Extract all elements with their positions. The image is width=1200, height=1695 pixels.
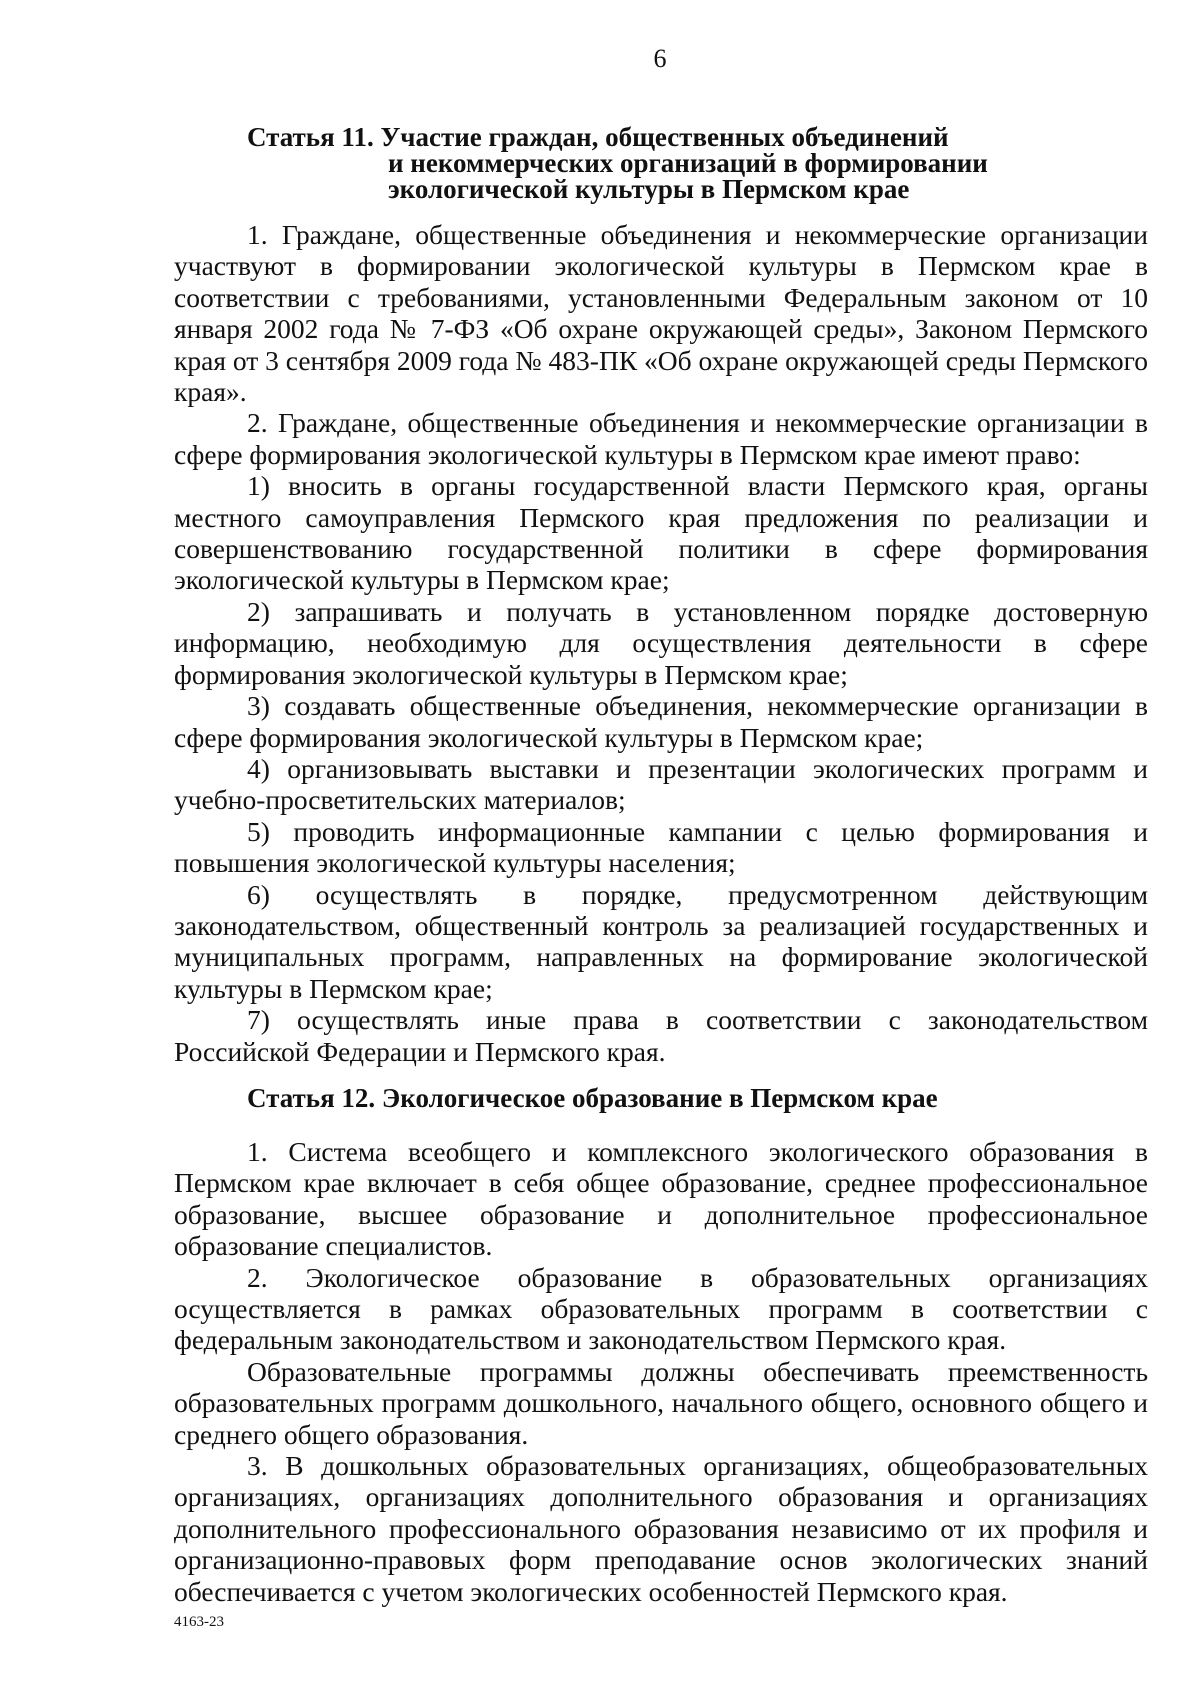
article-12-body (174, 1136, 1148, 1607)
article-11-list-item: 6) осуществлять в порядке, предусмотренном действующим законодательством, общественный контроль за реализацией государственных и муниципальных программ, направленных на формирование экологической культуры в Пермском крае; (174, 878, 1148, 1004)
article-11-list-item: 1) вносить в органы государственной власти Пермского края, органы местного самоуправления Пермского края предложения по реализации и совершенствованию государственной политики в сфере формирования экологической культуры в Пермском крае; (174, 470, 1148, 596)
article-11-body (174, 219, 1148, 1067)
article-11-list-item: 2) запрашивать и получать в установленном порядке достоверную информацию, необходимую для осуществления деятельности в сфере формирования экологической культуры в Пермском крае; (174, 595, 1148, 690)
article-12-heading (247, 1085, 938, 1111)
article-11-list-item: 3) создавать общественные объединения, некоммерческие организации в сфере формирования экологической культуры в Пермском крае; (174, 690, 1148, 753)
article-11-title-line-2: и некоммерческих организаций в формировании (388, 148, 988, 178)
article-12-title: Статья 12. Экологическое образование в Пермском крае (247, 1083, 938, 1113)
article-12-paragraph: Образовательные программы должны обеспечивать преемственность образовательных программ дошкольного, начального общего, основного общего и среднего общего образования. (174, 1355, 1148, 1450)
article-11-paragraph: 1. Граждане, общественные объединения и некоммерческие организации участвуют в формировании экологической культуры в Пермском крае в соответствии с требованиями, установленными Федеральным законом от 10 января 2002 года № 7-ФЗ «Об охране окружающей среды», Законом Пермского края от 3 сентября 2009 года № 483-ПК «Об охране окружающей среды Пермского края». (174, 219, 1148, 408)
article-11-list-item: 5) проводить информационные кампании с целью формирования и повышения экологической культуры населения; (174, 815, 1148, 879)
article-11-title-line-3: экологической культуры в Пермском крае (388, 174, 910, 204)
article-11-list-item: 4) организовывать выставки и презентации экологических программ и учебно-просветительских материалов; (174, 752, 1148, 816)
document-code: 4163-23 (174, 1614, 224, 1630)
article-11-heading (247, 124, 988, 202)
article-12-paragraph: 1. Система всеобщего и комплексного экологического образования в Пермском крае включает в себя общее образование, среднее профессиональное образование, высшее образование и дополнительное профессиональное образование специалистов. (174, 1136, 1148, 1262)
article-11-list-item: 7) осуществлять иные права в соответствии с законодательством Российской Федерации и Пермского края. (174, 1004, 1148, 1067)
article-11-paragraph: 2. Граждане, общественные объединения и некоммерческие организации в сфере формирования экологической культуры в Пермском крае имеют право: (174, 407, 1148, 470)
article-11-title-line-1: Статья 11. Участие граждан, общественных объединений (247, 122, 949, 152)
article-12-paragraph: 2. Экологическое образование в образовательных организациях осуществляется в рамках образовательных программ в соответствии с федеральным законодательством и законодательством Пермского края. (174, 1261, 1148, 1356)
page-number: 6 (653, 44, 667, 73)
article-12-paragraph: 3. В дошкольных образовательных организациях, общеобразовательных организациях, организациях дополнительного образования и организациях дополнительного профессионального образования независимо от их профиля и организационно-правовых форм преподавание основ экологических знаний обеспечивается с учетом экологических особенностей Пермского края. (174, 1450, 1148, 1607)
